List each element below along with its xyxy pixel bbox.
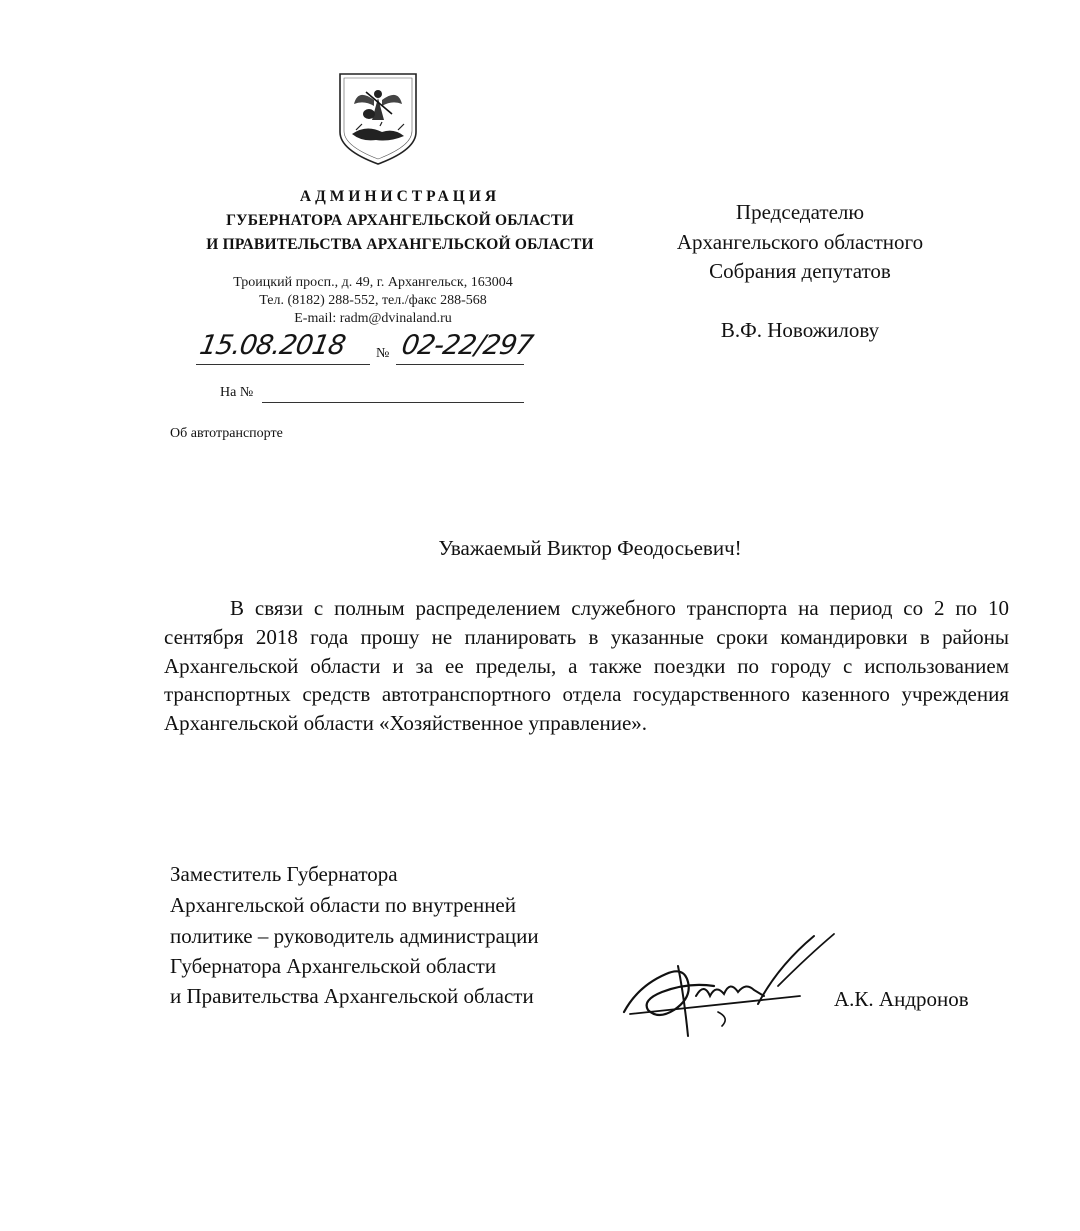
number-label: № [376, 346, 390, 361]
organization-email: E-mail: radm@dvinaland.ru [294, 311, 452, 326]
signatory-position-line1: Заместитель Губернатора [170, 862, 398, 886]
organization-phone: Тел. (8182) 288-552, тел./факс 288-568 [259, 293, 487, 308]
organization-name-line1: АДМИНИСТРАЦИЯ [299, 188, 501, 205]
addressee-organization: Архангельского областного [676, 230, 924, 254]
number-underline [396, 364, 524, 365]
organization-address: Троицкий просп., д. 49, г. Архангельск, 163004 [233, 275, 513, 290]
organization-name-line2: ГУБЕРНАТОРА АРХАНГЕЛЬСКОЙ ОБЛАСТИ [226, 212, 574, 229]
signatory-position-line5: и Правительства Архангельской области [170, 984, 534, 1008]
signatory-position-line3: политике – руководитель администрации [170, 924, 539, 948]
handwritten-signature [618, 926, 848, 1046]
letter-body-paragraph: В связи с полным распределением служебного транспорта на период со 2 по 10 сентября 2018 года прошу не планировать в указанные сроки командировки в районы Архангельской области и за ее пределы, а также поездки по городу с использованием транспортных средств автотранспортного отдела государственного казенного учреждения Архангельской области «Хозяйственное управление». [164, 596, 1009, 736]
addressee-name: В.Ф. Новожилову [720, 318, 880, 342]
letter-subject: Об автотранспорте [170, 426, 283, 441]
organization-name-line3: И ПРАВИТЕЛЬСТВА АРХАНГЕЛЬСКОЙ ОБЛАСТИ [206, 236, 594, 253]
handwritten-registration-number: 02-22/297 [399, 330, 535, 361]
handwritten-date: 15.08.2018 [197, 330, 348, 361]
reply-to-underline [262, 402, 524, 403]
date-underline [196, 364, 370, 365]
signer-name: А.К. Андронов [834, 987, 969, 1011]
addressee-title: Председателю [735, 200, 865, 224]
addressee-organization-cont: Собрания депутатов [709, 259, 891, 283]
reply-to-label: На № [220, 385, 254, 400]
letter-body [164, 594, 1009, 738]
signatory-position-line4: Губернатора Архангельской области [170, 954, 497, 978]
signatory-position-line2: Архангельской области по внутренней [170, 893, 516, 917]
coat-of-arms-emblem [336, 70, 420, 166]
salutation: Уважаемый Виктор Феодосьевич! [438, 536, 742, 560]
